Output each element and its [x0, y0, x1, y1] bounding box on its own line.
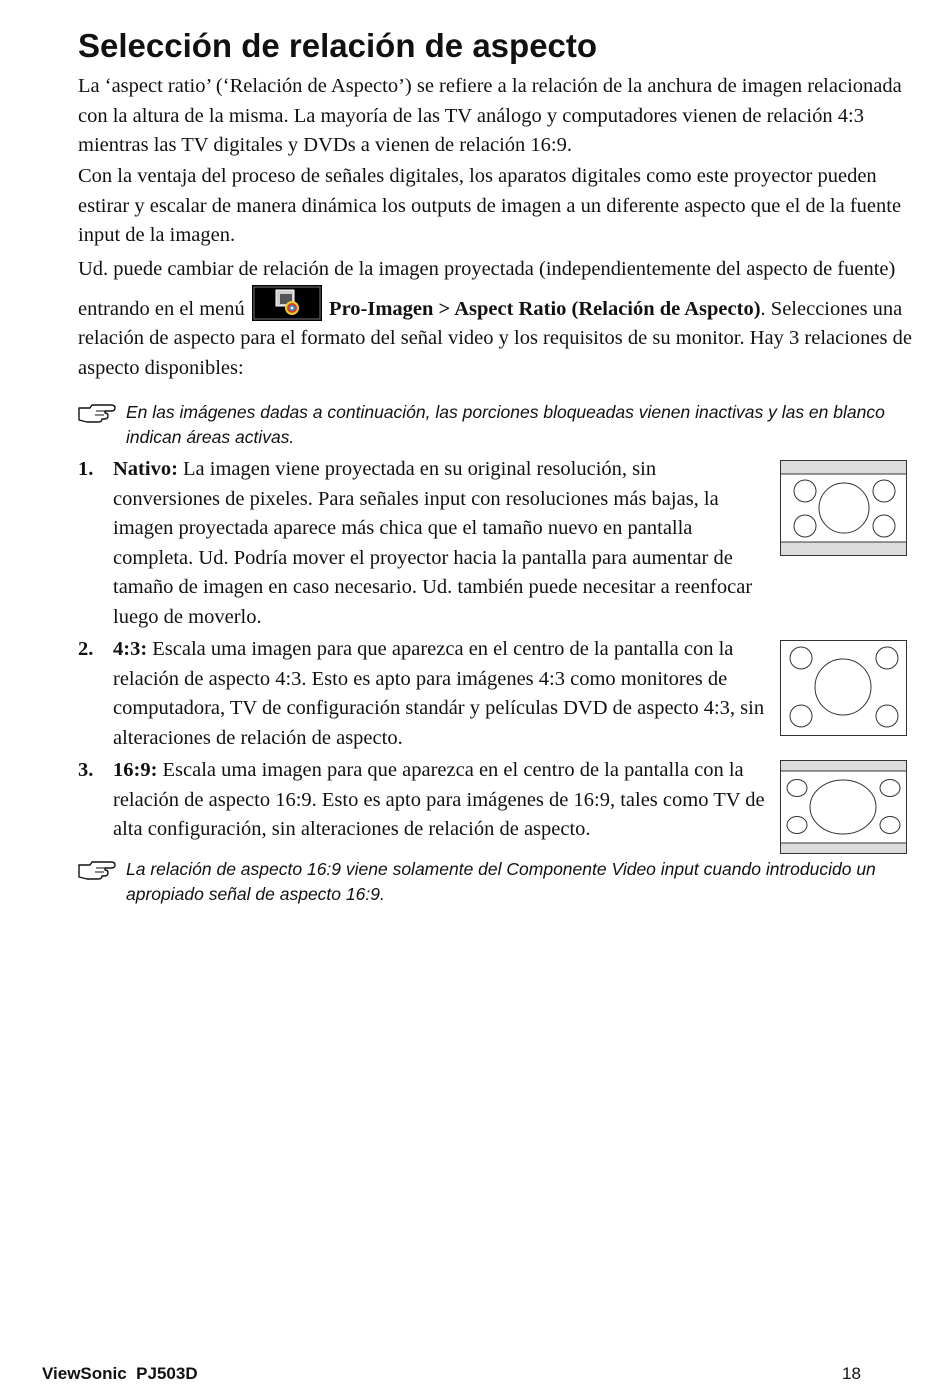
item-term: 16:9:: [113, 759, 158, 781]
intro-paragraph-1: La ‘aspect ratio’ (‘Relación de Aspecto’) se refiere a la relación de la anchura de imagen relacionada con la altura de la misma. La mayoría de las TV análogo y computadores vienen de relación 4:3 mientras las TV digitales y DVDs a vienen de relación 16:9.: [78, 75, 902, 156]
footer-brand: ViewSonic PJ503D: [42, 1364, 198, 1383]
list-item-16-9: [78, 756, 768, 845]
menu-instruction-end: . Selecciones una relación de aspecto para el formato del señal video y los requisitos de su monitor. Hay 3 relaciones de aspecto disponibles:: [78, 297, 912, 379]
item-text: Escala uma imagen para que aparezca en el centro de la pantalla con la relación de aspecto 16:9. Esto es apto para imágenes de 16:9, tales como TV de alta configuración, sin alteraciones de relación de aspecto.: [113, 759, 765, 840]
item-number: 1.: [78, 458, 94, 480]
item-text: La imagen viene proyectada en su original resolución, sin conversiones de pixeles. Para señales input con resoluciones más bajas, la imagen proyectada aparece más chica que el tamaño nuevo en pantalla completa. Ud. Podría mover el proyector hacia la pantalla para aumentar de tamaño de imagen en caso necesario. Ud. también puede necesitar a reenfocar luego de moverlo.: [113, 458, 753, 628]
note-2-text: La relación de aspecto 16:9 viene solamente del Componente Video input cuando introducido un apropiado señal de aspecto 16:9.: [126, 859, 876, 904]
intro-paragraph-2: Con la ventaja del proceso de señales digitales, los aparatos digitales como este proyector pueden estirar y escalar de manera dinámica los outputs de imagen a un diferente aspecto que el de la fuente input de la imagen.: [78, 165, 902, 246]
page-title: Selección de relación de aspecto: [78, 27, 598, 64]
item-number: 2.: [78, 638, 94, 660]
item-description: [113, 756, 768, 845]
pointing-hand-icon: [78, 860, 116, 880]
note-1-text: En las imágenes dadas a continuación, las porciones bloqueadas vienen inactivas y las en blanco indican áreas activas.: [126, 402, 885, 447]
note-2: [78, 857, 913, 909]
menu-instruction-text: Ud. puede cambiar de relación de la imagen proyectada (independientemente del aspecto de fuente) entrando en el menú: [78, 258, 896, 320]
item-description: [113, 455, 768, 632]
list-item-native: [78, 455, 768, 632]
aspect-4-3-diagram: [780, 640, 907, 736]
aspect-16-9-diagram: [780, 760, 907, 854]
intro-paragraph-3: [78, 255, 913, 383]
page-number: 18: [842, 1364, 861, 1383]
item-description: [113, 635, 768, 753]
native-aspect-diagram: [780, 460, 907, 556]
picture-menu-icon: [252, 285, 322, 321]
item-text: Escala uma imagen para que aparezca en el centro de la pantalla con la relación de aspecto 4:3. Esto es apto para imágenes 4:3 como monitores de computadora, TV de configuración standár y películas DVD de aspecto 4:3, sin alteraciones de relación de aspecto.: [113, 638, 765, 749]
menu-path: Pro-Imagen > Aspect Ratio (Relación de Aspecto): [329, 297, 761, 320]
note-1: [78, 400, 913, 452]
item-term: 4:3:: [113, 638, 148, 660]
pointing-hand-icon: [78, 403, 116, 423]
item-term: Nativo:: [113, 458, 178, 480]
list-item-4-3: [78, 635, 768, 753]
item-number: 3.: [78, 759, 94, 781]
